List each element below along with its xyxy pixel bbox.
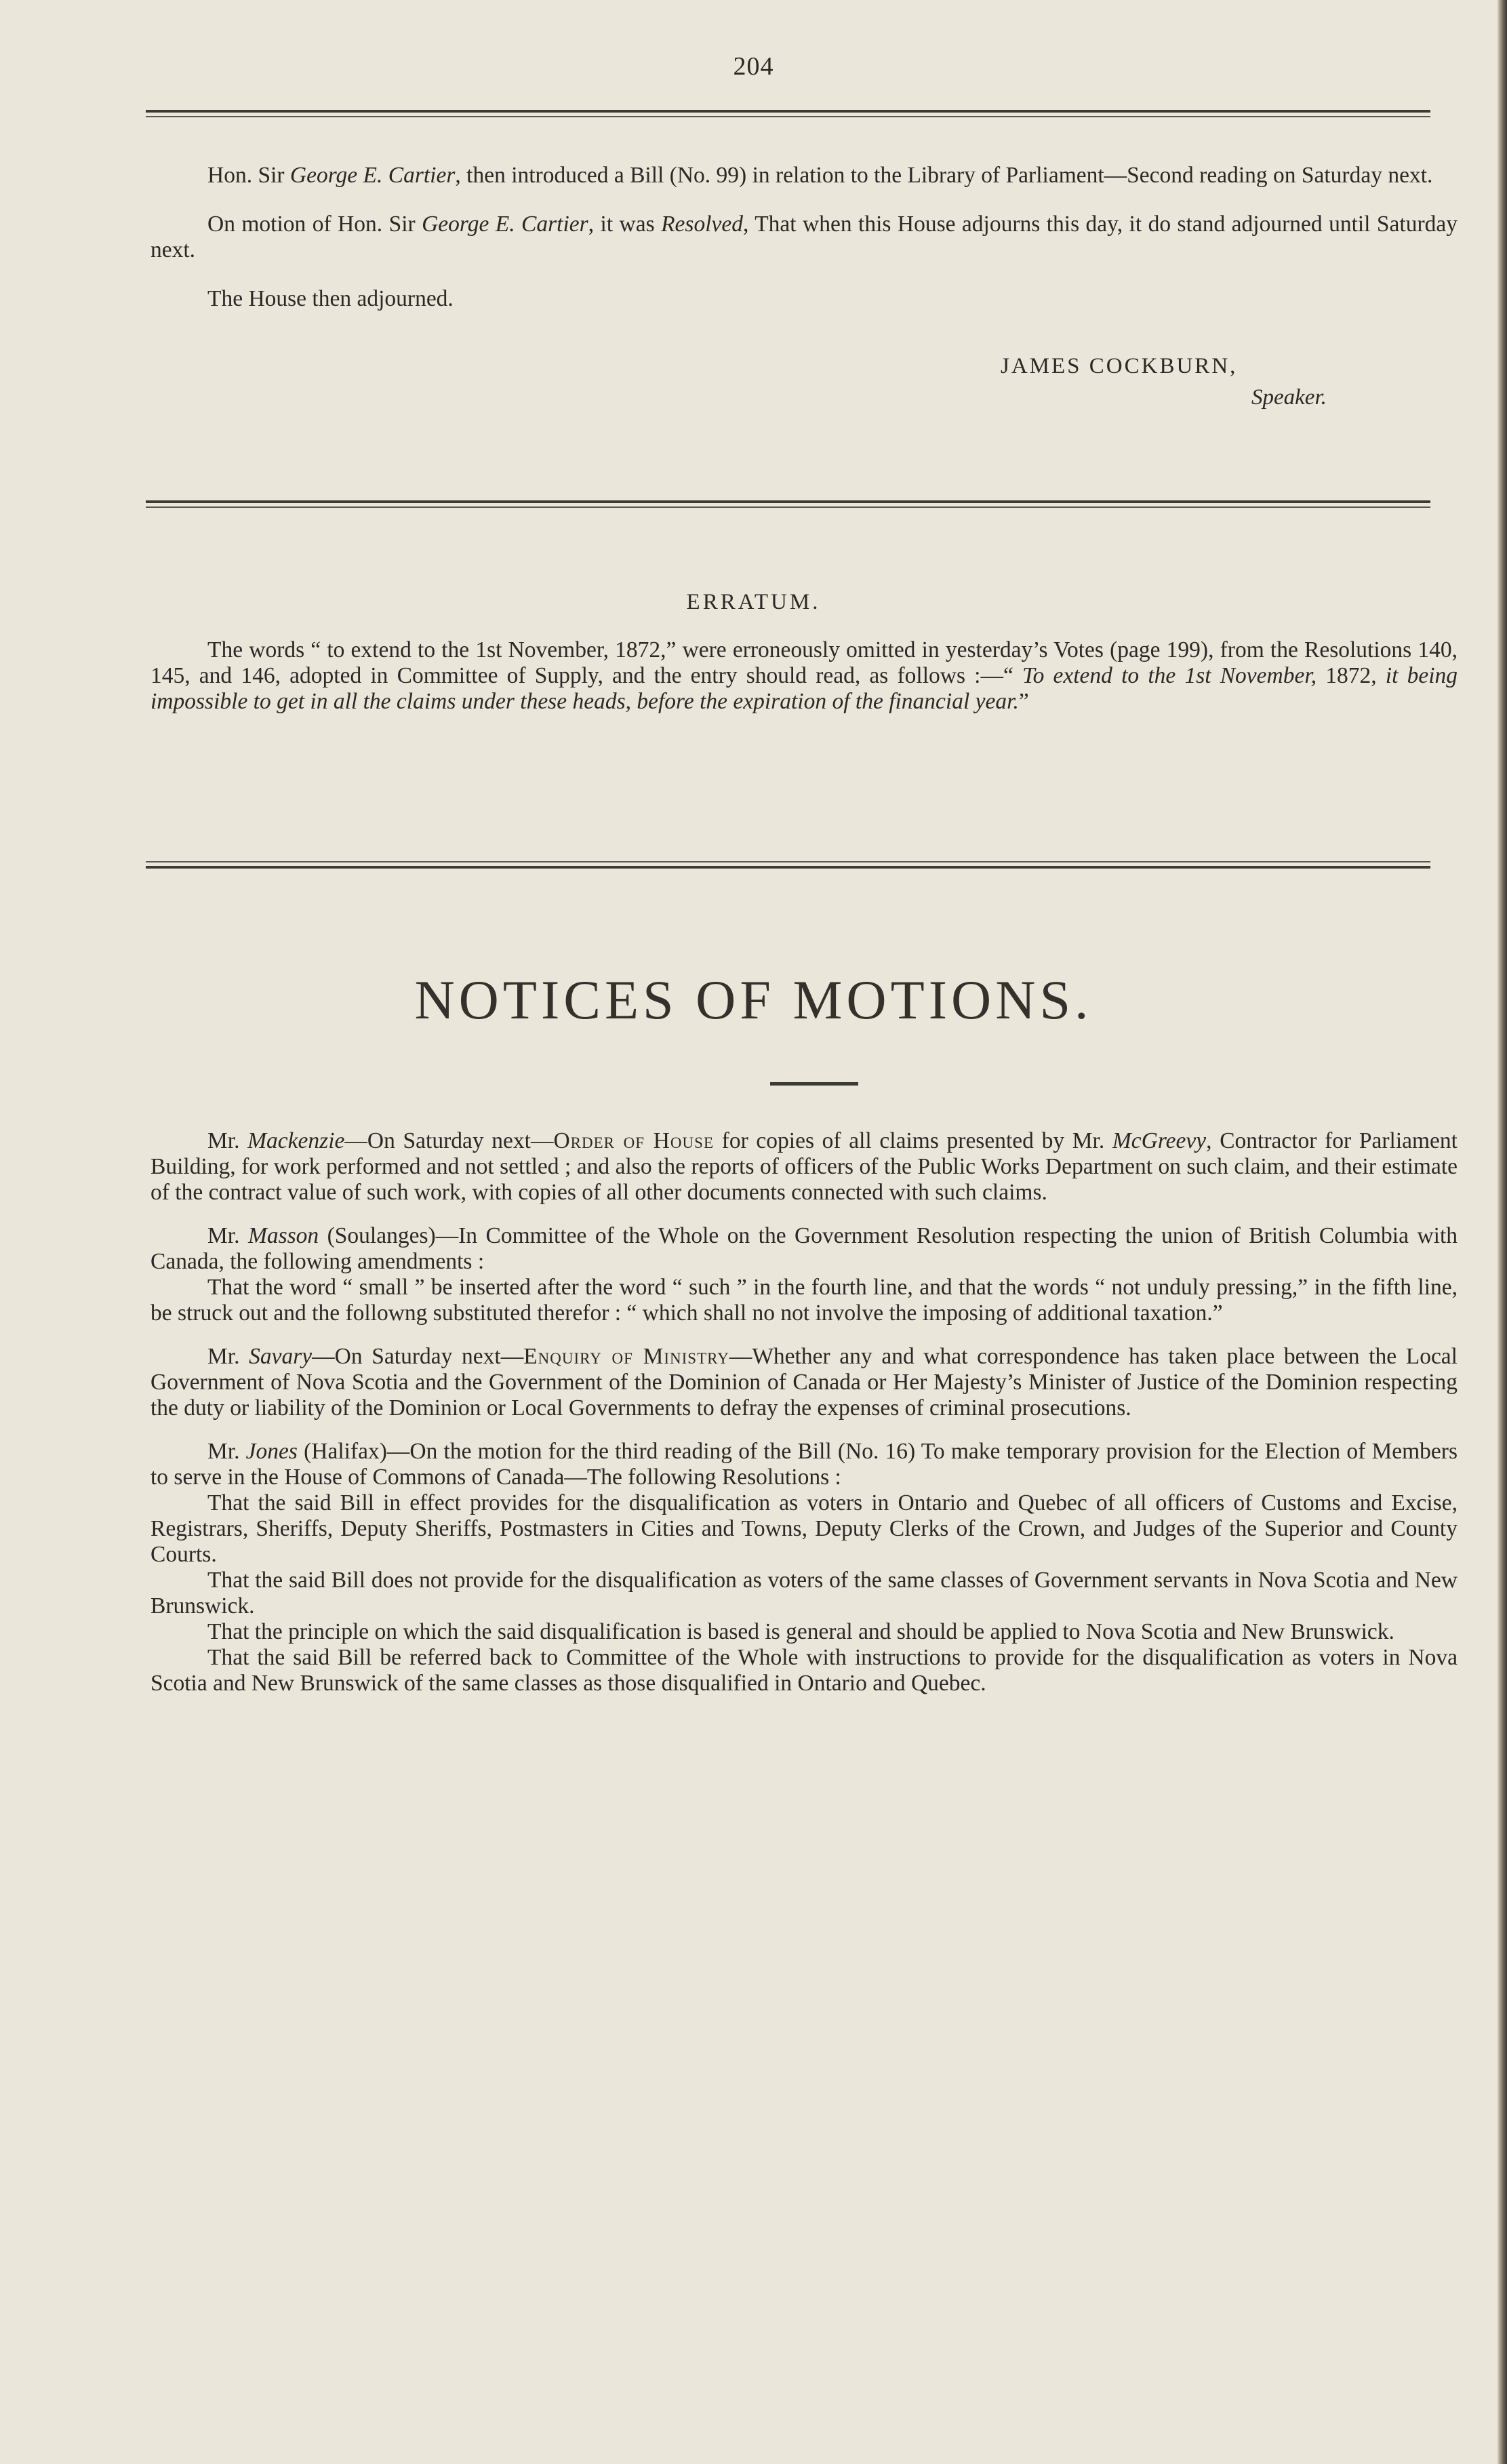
section-double-rule [146,500,1430,508]
erratum-paragraph: The words “ to extend to the 1st November, 1872,” were erroneously omitted in yesterday’s Votes (page 199), from the Resolutions 140, 145, and 146, adopted in Committee of Supply, and the entry should read, as follows :—“ To extend to the 1st November, 1872, it being impossible to get in all the claims under these heads, before the expiration of the financial year.” [150,637,1458,714]
proceedings-section [150,163,1458,312]
jones-resolution-4: That the said Bill be referred back to Committee of the Whole with instructions to provide for the disqualification as voters in Nova Scotia and New Brunswick of the same classes as those disqualified in Ontario and Quebec. [150,1645,1458,1696]
mackenzie-notice: Mr. Mackenzie—On Saturday next—Order of House for copies of all claims presented by Mr. McGreevy, Contractor for Parliament Building, for work performed and not settled ; and also the reports of officers of the Public Works Department on such claim, and their estimate of the contract value of such work, with copies of all other documents connected with such claims. [150,1128,1458,1205]
cartier-bill-paragraph: Hon. Sir George E. Cartier, then introduced a Bill (No. 99) in relation to the Library of Parliament—Second reading on Saturday next. [207,163,1433,188]
notices-title: NOTICES OF MOTIONS. [414,969,1093,1031]
house-adjourned-paragraph: The House then adjourned. [207,286,454,311]
notices-section [150,1128,1458,1696]
jones-resolution-1: That the said Bill in effect provides for the disqualification as voters in Ontario and Quebec of all officers of Customs and Excise, Registrars, Sheriffs, Deputy Sheriffs, Postmasters in Cities and Towns, Deputy Clerks of the Crown, and Judges of the Superior and County Courts. [150,1490,1458,1567]
erratum-section [150,637,1458,715]
header-double-rule [146,110,1430,117]
jones-resolution-2: That the said Bill does not provide for the disqualification as voters of the same classes of Government servants in Nova Scotia and New Brunswick. [150,1568,1458,1618]
savary-notice: Mr. Savary—On Saturday next—Enquiry of Ministry—Whether any and what correspondence has taken place between the Local Government of Nova Scotia and the Government of the Dominion of Canada or Her Majesty’s Minister of Justice of the Dominion respecting the duty or liability of the Dominion or Local Governments to defray the expenses of criminal prosecutions. [150,1344,1458,1420]
jones-resolution-3: That the principle on which the said disqualification is based is general and should be applied to Nova Scotia and New Brunswick. [207,1619,1394,1644]
erratum-heading: ERRATUM. [686,590,821,614]
adjournment-motion-paragraph: On motion of Hon. Sir George E. Cartier, it was Resolved, That when this House adjourns this day, it do stand adjourned until Saturday next. [150,212,1458,262]
title-short-rule [770,1082,858,1086]
speaker-signature-name: JAMES COCKBURN, [1001,354,1238,378]
notices-double-rule [146,861,1430,869]
book-spine-shadow [1498,0,1507,2464]
jones-notice: Mr. Jones (Halifax)—On the motion for the third reading of the Bill (No. 16) To make temporary provision for the Election of Members to serve in the House of Commons of Canada—The following Resolutions : [150,1439,1458,1490]
masson-notice: Mr. Masson (Soulanges)—In Committee of the Whole on the Government Resolution respecting the union of British Columbia with Canada, the following amendments : [150,1223,1458,1274]
masson-amendment: That the word “ small ” be inserted after the word “ such ” in the fourth line, and that the words “ not unduly pressing,” in the fifth line, be struck out and the followng substituted therefor : “ which shall no not involve the imposing of additional taxation.” [150,1275,1458,1326]
page-number: 204 [733,52,774,81]
speaker-signature-role: Speaker. [1251,385,1327,410]
